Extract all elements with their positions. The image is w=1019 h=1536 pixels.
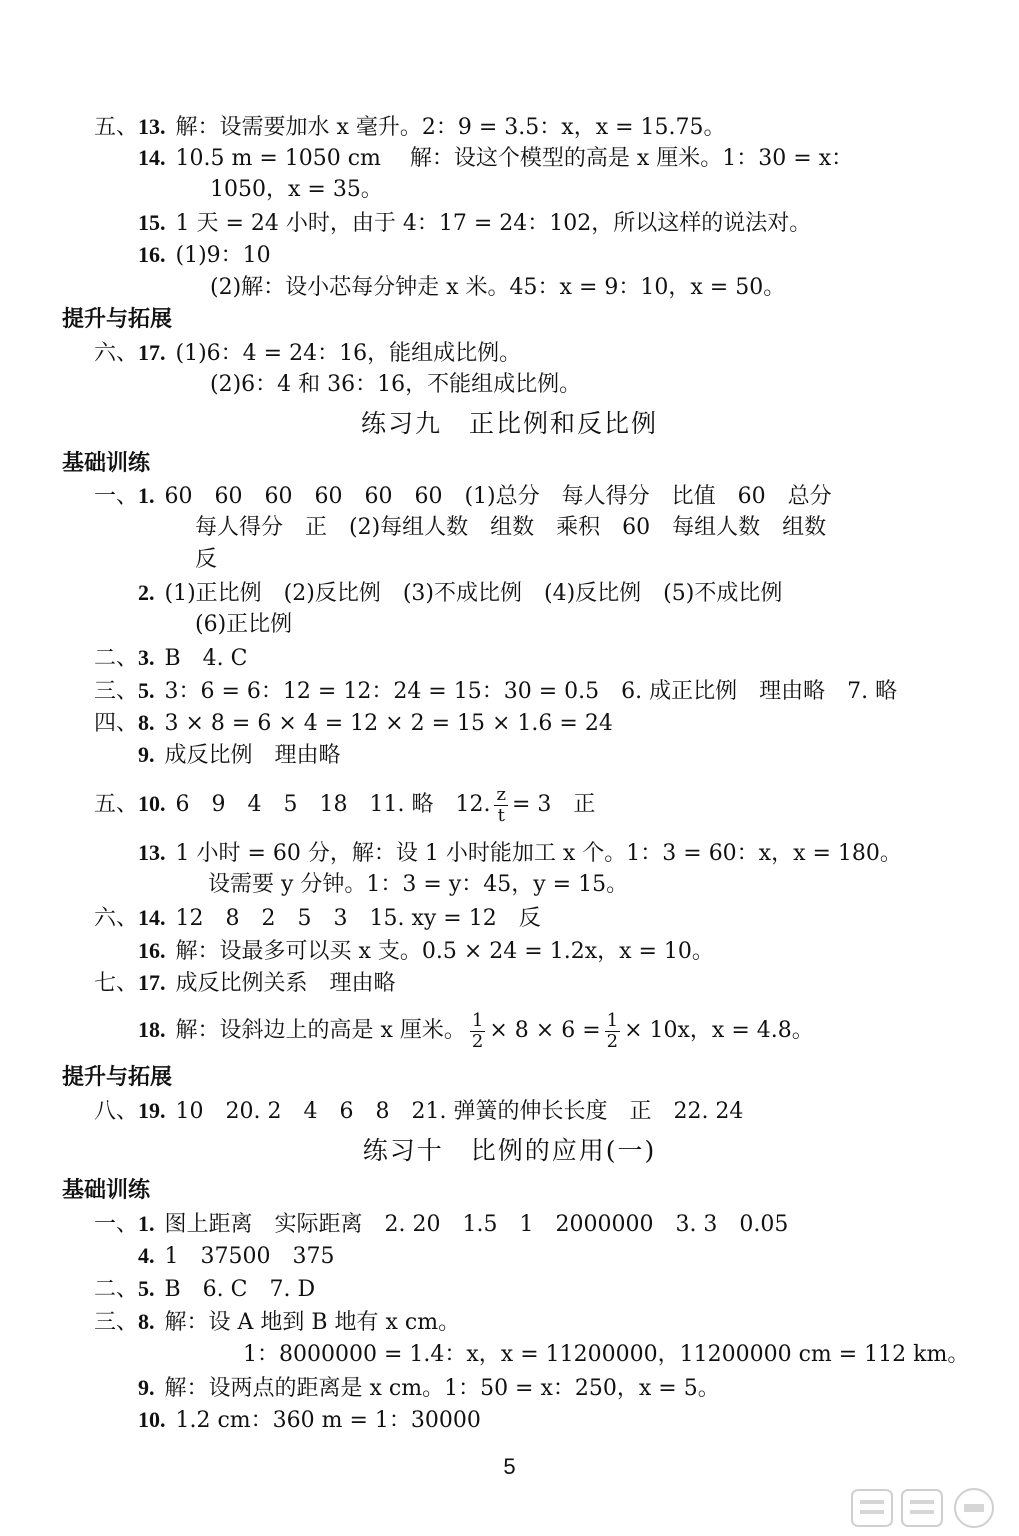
answer-line: 16. (1)9：10 [138, 242, 271, 268]
page-number: 5 [503, 1454, 516, 1479]
exercise-title: 练习十 比例的应用(一) [362, 1136, 657, 1165]
answer-line: 2. (1)正比例 (2)反比例 (3)不成比例 (4)反比例 (5)不成比例 [138, 580, 783, 606]
answer-line: 六、14. 12 8 2 5 3 15. xy = 12 反 [93, 905, 541, 931]
answer-line: 一、1. 60 60 60 60 60 60 (1)总分 每人得分 比值 60 总分 [93, 483, 832, 509]
answer-line: 三、8. 解：设 A 地到 B 地有 x cm。 [93, 1309, 461, 1335]
answer-line: 1050，x = 35。 [210, 177, 383, 202]
answer-line: 二、3. B 4. C [93, 645, 248, 671]
answer-line: 五、10. 6 9 4 5 18 11. 略 12. $\frac{z}{t}$ = 3 正 [93, 783, 596, 826]
exercise-title: 练习九 正比例和反比例 [360, 409, 658, 438]
section-heading: 提升与拓展 [62, 307, 173, 332]
answer-line: 六、17. (1)6：4 = 24：16，能组成比例。 [93, 340, 522, 366]
watermark-logo-icon [846, 1486, 1016, 1532]
section-heading: 基础训练 [62, 451, 151, 476]
answer-line: 二、5. B 6. C 7. D [93, 1276, 316, 1302]
answer-line: 八、19. 10 20. 2 4 6 8 21. 弹簧的伸长长度 正 22. 24 [93, 1098, 744, 1124]
answer-line: 13. 1 小时 = 60 分，解：设 1 小时能加工 x 个。1：3 = 60：x，x = 180。 [138, 840, 902, 866]
answer-line: 四、8. 3 × 8 = 6 × 4 = 12 × 2 = 15 × 1.6 = 24 [93, 710, 613, 736]
answer-line: 9. 解：设两点的距离是 x cm。1：50 = x：250，x = 5。 [138, 1375, 720, 1401]
section-heading: 基础训练 [62, 1178, 151, 1203]
answer-line: 4. 1 37500 375 [138, 1243, 335, 1269]
answer-line: 1：8000000 = 1.4：x，x = 11200000，11200000 cm = 112 km。 [243, 1342, 970, 1367]
fraction: $\frac{1}{2}$ [606, 1009, 619, 1052]
answer-line: 14. 10.5 m = 1050 cm 解：设这个模型的高是 x 厘米。1：30 = x： [138, 145, 854, 171]
answer-line: (2)6：4 和 36：16，不能组成比例。 [210, 372, 582, 397]
answer-line: 一、1. 图上距离 实际距离 2. 20 1.5 1 2000000 3. 3 0.05 [93, 1211, 789, 1237]
answer-line: 每人得分 正 (2)每组人数 组数 乘积 60 每组人数 组数 [195, 515, 827, 540]
answer-line: 15. 1 天 = 24 小时，由于 4：17 = 24：102，所以这样的说法对。 [138, 210, 812, 236]
fraction: $\frac{z}{t}$ [496, 783, 506, 826]
answer-line: 设需要 y 分钟。1：3 = y：45，y = 15。 [208, 872, 629, 897]
answer-line: 反 [195, 547, 218, 572]
answer-line: 七、17. 成反比例关系 理由略 [93, 970, 396, 996]
answer-line: 9. 成反比例 理由略 [138, 742, 341, 768]
section-heading: 提升与拓展 [62, 1065, 173, 1090]
answer-line: (2)解：设小芯每分钟走 x 米。45：x = 9：10，x = 50。 [210, 275, 786, 300]
answer-line: 五、13. 解：设需要加水 x 毫升。2：9 = 3.5：x，x = 15.75。 [93, 114, 726, 140]
answer-line: 10. 1.2 cm：360 m = 1：30000 [138, 1407, 481, 1433]
answer-line: 18. 解：设斜边上的高是 x 厘米。 $\frac{1}{2}$ × 8 × 6 = $\frac{1}{2}$ × 10x，x = 4.8。 [138, 1009, 814, 1052]
answer-line: (6)正比例 [195, 612, 293, 637]
answer-line: 16. 解：设最多可以买 x 支。0.5 × 24 = 1.2x，x = 10。 [138, 938, 714, 964]
fraction: $\frac{1}{2}$ [471, 1009, 484, 1052]
answer-line: 三、5. 3：6 = 6：12 = 12：24 = 15：30 = 0.5 6. 成正比例 理由略 7. 略 [93, 678, 898, 704]
